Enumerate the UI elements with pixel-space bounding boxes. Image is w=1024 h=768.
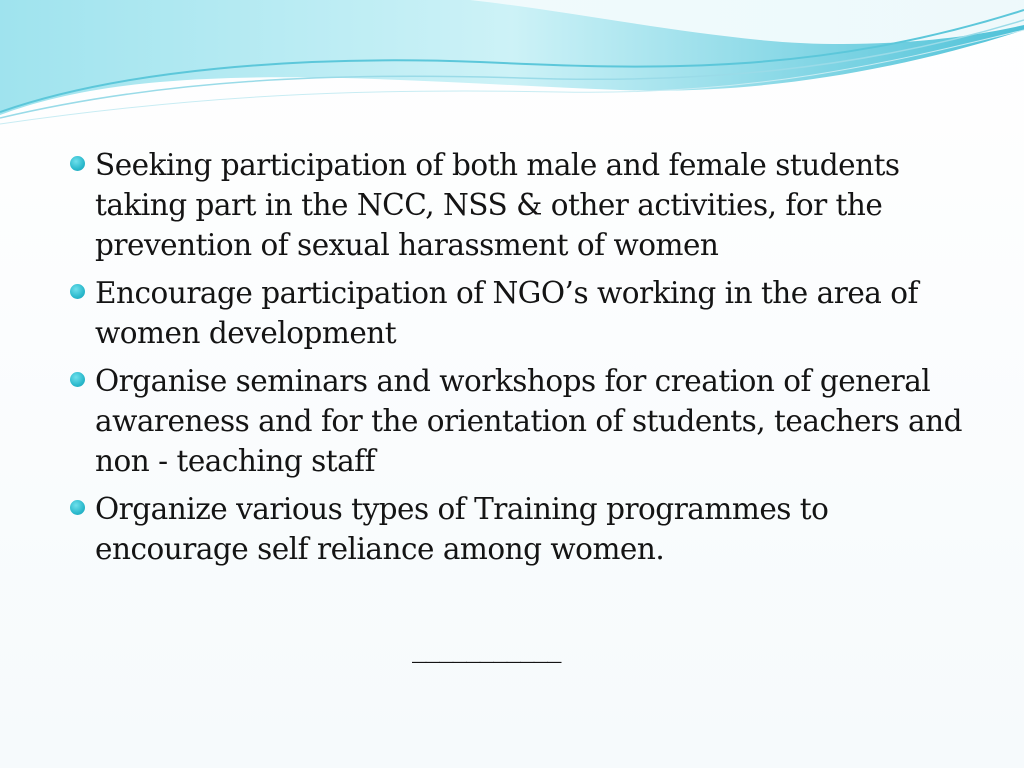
bullet-list <box>68 145 968 569</box>
closing-underline: ___________ <box>412 629 561 663</box>
bullet-text: Seeking participation of both male and female students taking part in the NCC, NSS & other activities, for the prevention of sexual harassment of women <box>95 148 900 262</box>
bullet-dot-icon <box>70 156 85 171</box>
bullet-item <box>68 145 968 265</box>
header-wave-decoration <box>0 0 1024 130</box>
bullet-item <box>68 361 968 481</box>
bullet-text: Encourage participation of NGO’s working in the area of women development <box>95 276 918 350</box>
bullet-item <box>68 489 968 569</box>
bullet-item <box>68 273 968 353</box>
bullet-dot-icon <box>70 500 85 515</box>
bullet-text: Organise seminars and workshops for creation of general awareness and for the orientation of students, teachers and non - teaching staff <box>95 364 963 478</box>
bullet-dot-icon <box>70 372 85 387</box>
bullet-dot-icon <box>70 284 85 299</box>
bullet-text: Organize various types of Training programmes to encourage self reliance among women. <box>95 492 829 566</box>
bullet-content <box>68 145 968 577</box>
